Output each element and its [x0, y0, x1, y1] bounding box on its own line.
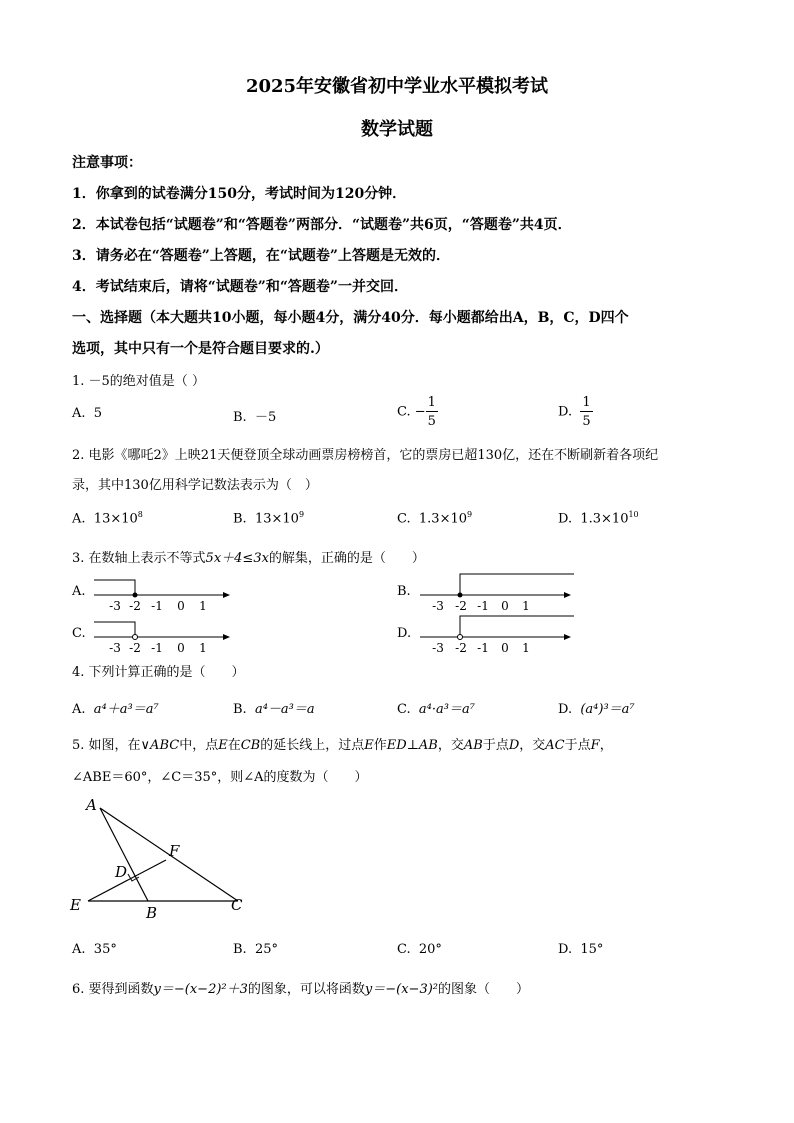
- section1-line1: 一、选择题（本大题共10小题，每小题4分，满分40分．每小题都给出A，B，C，D四个: [72, 310, 629, 326]
- q1-option-d-numerator: 1: [582, 395, 591, 410]
- q5-text: 中，点: [179, 738, 219, 753]
- q5-option-d: [558, 942, 603, 957]
- q6-mid: 的图象，可以将函数: [247, 982, 365, 997]
- q2-option-c-exp: 9: [467, 510, 473, 519]
- q1-option-d-label: D.: [558, 404, 573, 420]
- q1-option-d: [558, 396, 593, 428]
- q4-option-d-expr: (a⁴)³＝a⁷: [580, 702, 635, 717]
- q1-option-d-denominator: 5: [582, 414, 591, 429]
- tick-label: -3: [109, 599, 121, 613]
- tick-label: -2: [129, 599, 141, 613]
- tick-label: 0: [501, 641, 509, 655]
- q6-function-2: y＝−(x−3)²: [364, 982, 439, 997]
- q1-option-a-text: 5: [93, 406, 103, 421]
- tick-label: -1: [477, 599, 489, 613]
- q5-segment-ac: AC: [545, 738, 565, 753]
- q5-perpendicular: ED⊥AB: [386, 738, 438, 753]
- tick-label: -3: [432, 599, 444, 613]
- tick-label: -1: [151, 641, 163, 655]
- q5-option-c-text: 20°: [418, 942, 442, 957]
- figure-label-f: F: [169, 842, 180, 860]
- solution-ray: [94, 580, 135, 595]
- q3-numberline-c: [90, 614, 235, 656]
- q1-option-c-sign: −: [414, 404, 426, 420]
- segment-ab: [100, 808, 148, 901]
- q4-option-b: [233, 698, 315, 717]
- q2-option-b-base: 13×10: [254, 511, 299, 527]
- figure-label-d: D: [115, 863, 128, 881]
- q1-option-c-denominator: 5: [427, 414, 436, 429]
- q2-option-b-exp: 9: [298, 510, 305, 519]
- q1-stem: 1. －5的绝对值是（ ）: [72, 374, 205, 389]
- q4-option-c: [397, 698, 475, 717]
- arrow-head-icon: [223, 592, 230, 598]
- q5-option-b-label: B.: [233, 942, 247, 957]
- exam-title: 2025年安徽省初中学业水平模拟考试: [245, 76, 549, 97]
- q4-option-d-label: D.: [558, 702, 573, 717]
- tick-label: 1: [522, 599, 530, 613]
- q1-option-d-fraction: [580, 396, 592, 428]
- figure-label-a: A: [86, 796, 97, 814]
- solution-ray: [460, 574, 574, 595]
- q3-label-d: D.: [397, 626, 412, 641]
- q4-option-b-expr: a⁴－a³＝a: [254, 702, 315, 717]
- notice-item-2: 2．本试卷包括“试题卷”和“答题卷”两部分．“试题卷”共6页，“答题卷”共4页．: [72, 217, 572, 233]
- q1-option-c-label: C.: [397, 404, 411, 420]
- q2-option-a-exp: 8: [137, 510, 143, 519]
- q1-option-b-text: －5: [254, 410, 277, 425]
- tick-label: -2: [455, 641, 467, 655]
- open-dot: [458, 635, 463, 640]
- q2-option-c-base: 1.3×10: [418, 511, 467, 527]
- q5-point-e: E: [364, 738, 374, 753]
- exam-subtitle: 数学试题: [361, 119, 433, 140]
- tick-label: -2: [455, 599, 467, 613]
- tick-label: 1: [199, 599, 207, 613]
- q5-point-d: D: [508, 738, 520, 753]
- q2-option-d-exp: 10: [628, 510, 639, 519]
- q5-option-b-text: 25°: [254, 942, 278, 957]
- q3-label-b: B.: [397, 584, 411, 599]
- q5-option-d-label: D.: [558, 942, 573, 957]
- tick-label: 0: [177, 641, 185, 655]
- solution-ray: [94, 622, 135, 635]
- q5-triangle: ∨ABC: [140, 738, 180, 753]
- q4-option-c-label: C.: [397, 702, 411, 717]
- q5-option-b: [233, 942, 278, 957]
- q5-text: 于点: [482, 738, 509, 753]
- q5-point-e: E: [218, 738, 228, 753]
- q3-label-a: A.: [72, 584, 86, 599]
- notice-heading: 注意事项：: [72, 155, 142, 171]
- q6-post: 的图象（ ）: [438, 982, 530, 997]
- q5-option-a-text: 35°: [93, 942, 117, 957]
- q5-segment-ab: AB: [463, 738, 483, 753]
- q4-option-a: [72, 698, 159, 717]
- q2-option-d-label: D.: [558, 511, 573, 527]
- q6-function-1: y＝−(x−2)²＋3: [153, 982, 248, 997]
- q5-option-a-label: A.: [72, 942, 86, 957]
- q6-pre: 6. 要得到函数: [72, 982, 154, 997]
- arrow-head-icon: [564, 592, 571, 598]
- tick-label: 1: [199, 641, 207, 655]
- q1-option-b-label: B.: [233, 410, 247, 425]
- q2-option-b-label: B.: [233, 511, 247, 527]
- q2-line1: 2. 电影《哪吒2》上映21天便登顶全球动画票房榜榜首，它的票房已超130亿，还在不断刷新着各项纪: [72, 448, 659, 463]
- q5-text: 作: [373, 738, 387, 753]
- q3-numberline-a: [90, 572, 235, 614]
- notice-item-3: 3．请务必在“答题卷”上答题，在“试题卷”上答题是无效的．: [72, 248, 450, 264]
- tick-label: 0: [501, 599, 509, 613]
- q5-line1: [72, 734, 613, 753]
- q4-option-a-expr: a⁴＋a³＝a⁷: [93, 702, 159, 717]
- q5-text: 5. 如图，在: [72, 738, 141, 753]
- q2-option-a: [72, 510, 143, 526]
- q3-numberline-b: [416, 572, 576, 614]
- q5-text: ，: [599, 738, 613, 753]
- closed-dot: [458, 593, 463, 598]
- tick-label: -3: [432, 641, 444, 655]
- tick-label: -1: [477, 641, 489, 655]
- q5-line2: ∠ABE＝60°，∠C＝35°，则∠A的度数为（ ）: [72, 770, 368, 785]
- tick-label: 0: [177, 599, 185, 613]
- q5-option-a: [72, 942, 117, 957]
- q5-option-c-label: C.: [397, 942, 411, 957]
- q5-text: 的延长线上，过点: [260, 738, 365, 753]
- q1-option-c-fraction: [426, 396, 438, 428]
- open-dot: [133, 635, 138, 640]
- q2-option-c-label: C.: [397, 511, 411, 527]
- q5-triangle-figure: [68, 793, 258, 925]
- q1-option-a: [72, 406, 102, 421]
- arrow-head-icon: [223, 634, 230, 640]
- q5-text: ，交: [519, 738, 546, 753]
- q2-option-d: [558, 510, 639, 526]
- q2-option-a-label: A.: [72, 511, 86, 527]
- tick-label: -2: [129, 641, 141, 655]
- tick-label: -3: [109, 641, 121, 655]
- arrow-head-icon: [564, 634, 571, 640]
- q2-option-d-base: 1.3×10: [580, 511, 629, 527]
- q4-option-a-label: A.: [72, 702, 86, 717]
- q5-text: 在: [227, 738, 241, 753]
- figure-label-b: B: [146, 904, 158, 922]
- q5-text: 于点: [564, 738, 591, 753]
- q2-line2: 录，其中130亿用科学记数法表示为（ ）: [72, 478, 318, 493]
- q1-option-b: [233, 406, 276, 425]
- q6-stem: [72, 978, 529, 997]
- q5-point-f: F: [590, 738, 600, 753]
- q1-option-a-label: A.: [72, 406, 86, 421]
- q3-stem: [72, 547, 425, 566]
- figure-label-e: E: [70, 896, 81, 914]
- q4-option-d: [558, 698, 635, 717]
- figure-label-c: C: [231, 896, 243, 914]
- q3-stem-post: 的解集，正确的是（ ）: [268, 551, 425, 566]
- q1-option-c-numerator: 1: [427, 395, 436, 410]
- tick-label: 1: [522, 641, 530, 655]
- q3-stem-pre: 3. 在数轴上表示不等式: [72, 551, 206, 566]
- solution-ray: [460, 616, 574, 635]
- q2-option-b: [233, 510, 304, 526]
- q1-option-c: [397, 396, 438, 428]
- tick-label: -1: [151, 599, 163, 613]
- q5-segment-cb: CB: [240, 738, 261, 753]
- q3-inequality: 5x＋4≤3x: [205, 551, 269, 566]
- notice-item-4: 4．考试结束后，请将“试题卷”和“答题卷”一并交回．: [72, 279, 408, 295]
- q3-numberline-d: [416, 614, 576, 656]
- q5-text: ，交: [437, 738, 464, 753]
- q4-option-c-expr: a⁴·a³＝a⁷: [418, 702, 475, 717]
- q2-option-c: [397, 510, 472, 526]
- q3-label-c: C.: [72, 626, 86, 641]
- section1-line2: 选项，其中只有一个是符合题目要求的.）: [72, 341, 329, 357]
- q4-option-b-label: B.: [233, 702, 247, 717]
- notice-item-1: 1．你拿到的试卷满分150分，考试时间为120分钟．: [72, 186, 407, 202]
- q2-option-a-base: 13×10: [93, 511, 138, 527]
- q5-option-d-text: 15°: [580, 942, 604, 957]
- q4-stem: 4. 下列计算正确的是（ ）: [72, 665, 245, 680]
- q5-option-c: [397, 942, 442, 957]
- closed-dot: [133, 593, 138, 598]
